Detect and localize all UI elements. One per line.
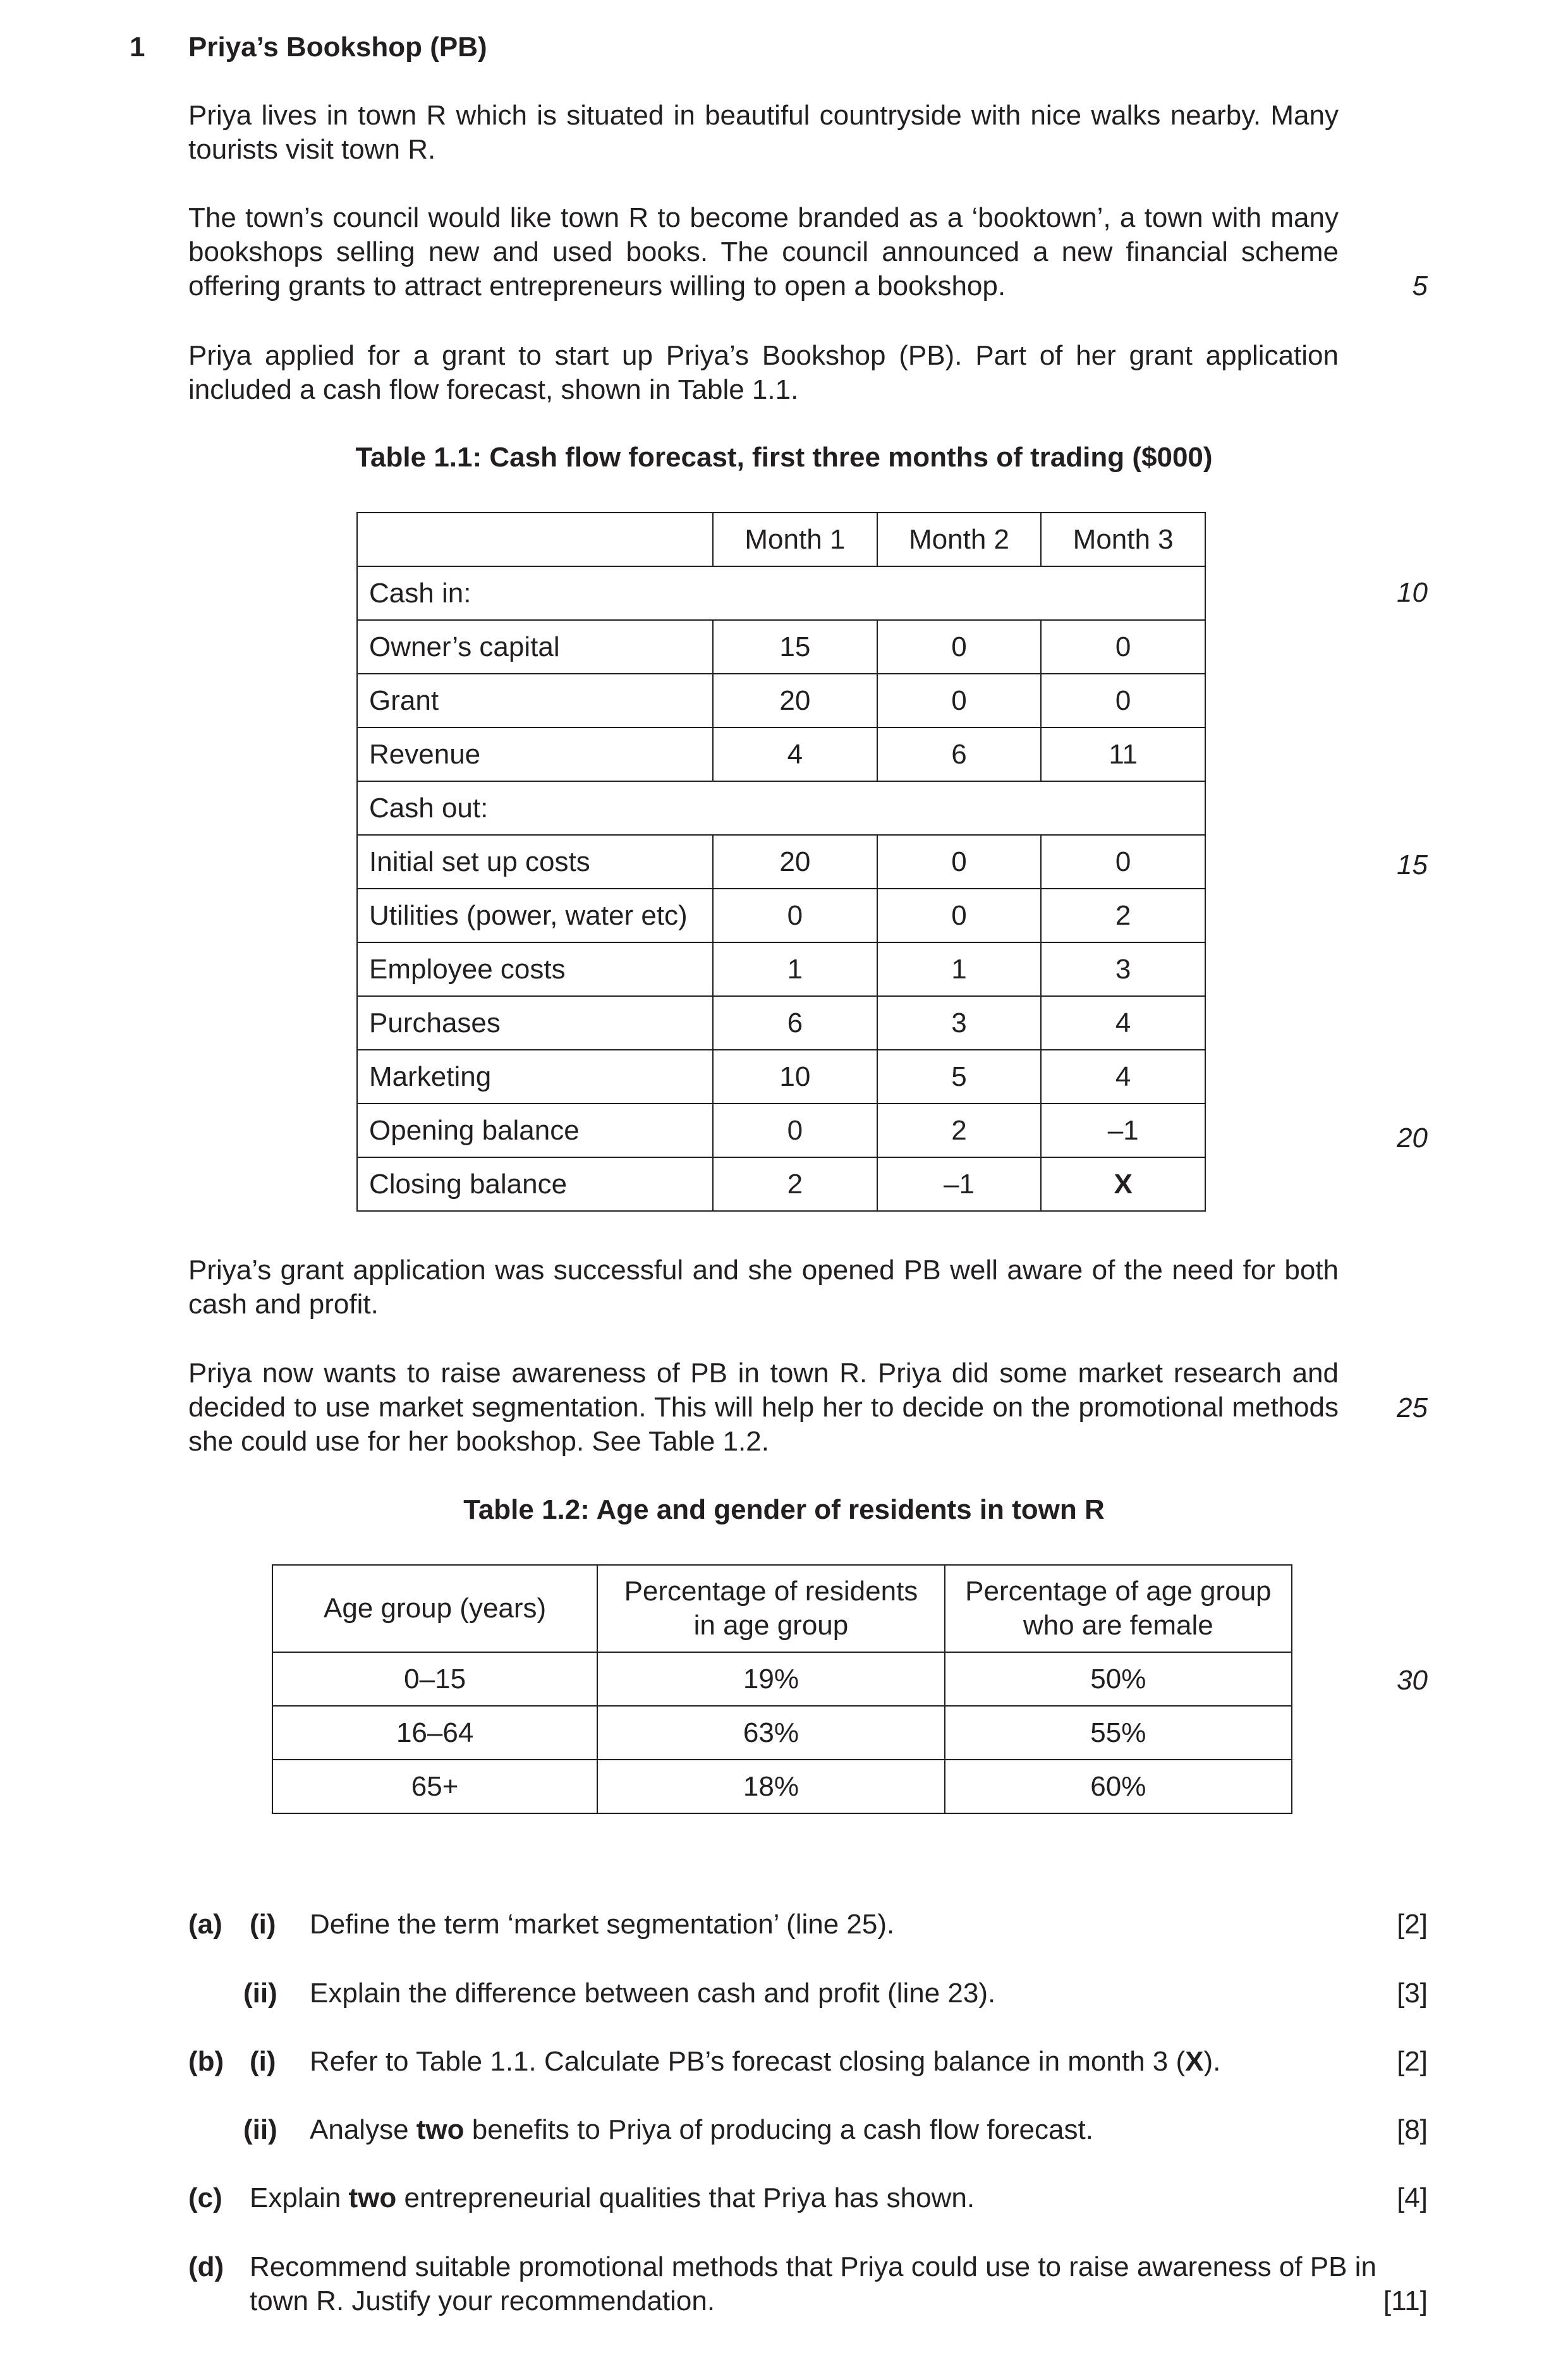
question-text: Define the term ‘market segmentation’ (line 25). <box>310 1909 895 1940</box>
part-label: (a) <box>188 1909 222 1940</box>
value-cell: 0–15 <box>272 1652 597 1706</box>
question-text-line1: Recommend suitable promotional methods that Priya could use to raise awareness of PB in <box>250 2251 1377 2282</box>
header-empty-cell <box>357 513 713 566</box>
value-cell: 0 <box>1041 674 1205 727</box>
header-line: Percentage of age group <box>965 1576 1272 1607</box>
marks: [11] <box>1383 2285 1428 2316</box>
table-header-row <box>357 513 1205 566</box>
line-number: 5 <box>1412 271 1428 301</box>
question-text-line2: town R. Justify your recommendation. <box>250 2285 715 2316</box>
table-row <box>272 1760 1292 1813</box>
value-cell: 0 <box>1041 620 1205 674</box>
value-cell: 0 <box>877 620 1042 674</box>
value-cell: 15 <box>713 620 877 674</box>
section-label: Cash in: <box>357 566 713 620</box>
value-cell: 3 <box>1041 942 1205 996</box>
table-row <box>357 1104 1205 1157</box>
header-line: Percentage of residents <box>624 1576 918 1607</box>
value-cell: 6 <box>877 727 1042 781</box>
value-cell: 0 <box>713 889 877 942</box>
text-bold: two <box>348 2182 397 2213</box>
sub-label: (ii) <box>243 1978 277 2009</box>
paragraph-grant: Priya applied for a grant to start up Priya’s Bookshop (PB). Part of her grant application included a cash flow forecast, shown in Table 1.1. <box>188 340 1339 405</box>
table-row <box>272 1652 1292 1706</box>
line-number: 15 <box>1397 849 1428 880</box>
value-cell: 20 <box>713 835 877 889</box>
question-text <box>250 2181 975 2215</box>
marks: [3] <box>1397 1978 1428 2009</box>
section-row <box>357 566 1205 620</box>
value-cell: –1 <box>1041 1104 1205 1157</box>
text-bold: X <box>1185 2046 1204 2077</box>
value-cell: 20 <box>713 674 877 727</box>
line-number: 20 <box>1397 1123 1428 1153</box>
value-cell: 55% <box>945 1706 1292 1760</box>
value-cell: 4 <box>1041 1050 1205 1104</box>
question-c <box>0 2181 1568 2219</box>
header-line: Age group (years) <box>324 1593 547 1624</box>
table-row <box>357 996 1205 1050</box>
header-line: in age group <box>693 1610 849 1641</box>
part-label: (c) <box>188 2182 222 2213</box>
table-row <box>357 835 1205 889</box>
question-d <box>0 2250 1568 2326</box>
text-before: Explain <box>250 2182 349 2213</box>
row-label: Grant <box>357 674 713 727</box>
value-cell: 63% <box>597 1706 944 1760</box>
value-cell: 2 <box>713 1157 877 1211</box>
value-cell: 50% <box>945 1652 1292 1706</box>
age-gender-table <box>272 1564 1292 1814</box>
row-label: Opening balance <box>357 1104 713 1157</box>
header-line: who are female <box>1023 1610 1213 1641</box>
value-cell: 0 <box>1041 835 1205 889</box>
header-cell <box>272 1565 597 1652</box>
value-cell: X <box>1041 1157 1205 1211</box>
value-cell: 0 <box>877 889 1042 942</box>
value-cell: 11 <box>1041 727 1205 781</box>
row-label: Marketing <box>357 1050 713 1104</box>
section-spacer <box>713 566 1205 620</box>
row-label: Utilities (power, water etc) <box>357 889 713 942</box>
value-cell: 1 <box>713 942 877 996</box>
row-label: Initial set up costs <box>357 835 713 889</box>
table-row <box>357 889 1205 942</box>
question-a-i <box>0 1908 1568 1945</box>
question-text <box>310 2045 1220 2079</box>
marks: [8] <box>1397 2114 1428 2145</box>
question-b-i <box>0 2045 1568 2083</box>
question-number: 1 <box>130 32 145 63</box>
text-before: Refer to Table 1.1. Calculate PB’s forecast closing balance in month 3 ( <box>310 2046 1186 2077</box>
value-cell: 0 <box>713 1104 877 1157</box>
question-text: Explain the difference between cash and profit (line 23). <box>310 1978 996 2009</box>
value-cell: 2 <box>1041 889 1205 942</box>
table1-caption: Table 1.1: Cash flow forecast, first three months of trading ($000) <box>355 442 1213 473</box>
marks: [2] <box>1397 1909 1428 1940</box>
text-after: ). <box>1203 2046 1221 2077</box>
paragraph-awareness: Priya now wants to raise awareness of PB in town R. Priya did some market research and decided to use market segmentation. This will help her to decide on the promotional methods she could use for her bookshop. See Table 1.2. <box>188 1358 1339 1457</box>
value-cell: 60% <box>945 1760 1292 1813</box>
marks: [2] <box>1397 2046 1428 2077</box>
question-text <box>310 2113 1093 2147</box>
value-cell: 16–64 <box>272 1706 597 1760</box>
value-cell: 4 <box>1041 996 1205 1050</box>
paragraph-success: Priya’s grant application was successful and she opened PB well aware of the need for both cash and profit. <box>188 1255 1339 1320</box>
marks: [4] <box>1397 2182 1428 2213</box>
line-number: 30 <box>1397 1665 1428 1696</box>
value-cell: 0 <box>877 674 1042 727</box>
table-row <box>357 674 1205 727</box>
value-cell: 10 <box>713 1050 877 1104</box>
text-bold: two <box>416 2114 465 2145</box>
cash-flow-table <box>356 512 1206 1212</box>
value-cell: 3 <box>877 996 1042 1050</box>
row-label: Owner’s capital <box>357 620 713 674</box>
question-b-ii <box>0 2113 1568 2151</box>
value-cell: 6 <box>713 996 877 1050</box>
sub-label: (ii) <box>243 2114 277 2145</box>
table-row <box>357 727 1205 781</box>
value-cell: 19% <box>597 1652 944 1706</box>
line-number: 25 <box>1397 1392 1428 1423</box>
section-label: Cash out: <box>357 781 713 835</box>
part-label: (b) <box>188 2046 224 2077</box>
table-row <box>357 1157 1205 1211</box>
value-cell: 1 <box>877 942 1042 996</box>
row-label: Purchases <box>357 996 713 1050</box>
question-title: Priya’s Bookshop (PB) <box>188 32 487 63</box>
table-row <box>357 942 1205 996</box>
table-row <box>272 1706 1292 1760</box>
row-label: Employee costs <box>357 942 713 996</box>
header-cell: Month 2 <box>877 513 1042 566</box>
header-cell: Month 1 <box>713 513 877 566</box>
value-cell: 65+ <box>272 1760 597 1813</box>
header-cell <box>597 1565 944 1652</box>
paragraph-council: The town’s council would like town R to become branded as a ‘booktown’, a town with many bookshops selling new and used books. The council announced a new financial scheme offering grants to attract entrepreneurs willing to open a bookshop. <box>188 202 1339 301</box>
part-label: (d) <box>188 2251 224 2282</box>
text-after: benefits to Priya of producing a cash flow forecast. <box>464 2114 1093 2145</box>
value-cell: –1 <box>877 1157 1042 1211</box>
value-cell: 5 <box>877 1050 1042 1104</box>
sub-label: (i) <box>250 1909 276 1940</box>
table-row <box>357 620 1205 674</box>
value-cell: 2 <box>877 1104 1042 1157</box>
table-header-row <box>272 1565 1292 1652</box>
question-a-ii <box>0 1976 1568 2014</box>
line-number: 10 <box>1397 577 1428 608</box>
section-spacer <box>713 781 1205 835</box>
text-after: entrepreneurial qualities that Priya has shown. <box>396 2182 975 2213</box>
row-label: Closing balance <box>357 1157 713 1211</box>
text-before: Analyse <box>310 2114 416 2145</box>
header-cell <box>945 1565 1292 1652</box>
value-cell: 0 <box>877 835 1042 889</box>
header-cell: Month 3 <box>1041 513 1205 566</box>
section-row <box>357 781 1205 835</box>
table2-caption: Table 1.2: Age and gender of residents in town R <box>463 1494 1105 1525</box>
value-cell: 18% <box>597 1760 944 1813</box>
row-label: Revenue <box>357 727 713 781</box>
table-row <box>357 1050 1205 1104</box>
value-cell: 4 <box>713 727 877 781</box>
paragraph-intro: Priya lives in town R which is situated in beautiful countryside with nice walks nearby. Many tourists visit town R. <box>188 100 1339 165</box>
sub-label: (i) <box>250 2046 276 2077</box>
